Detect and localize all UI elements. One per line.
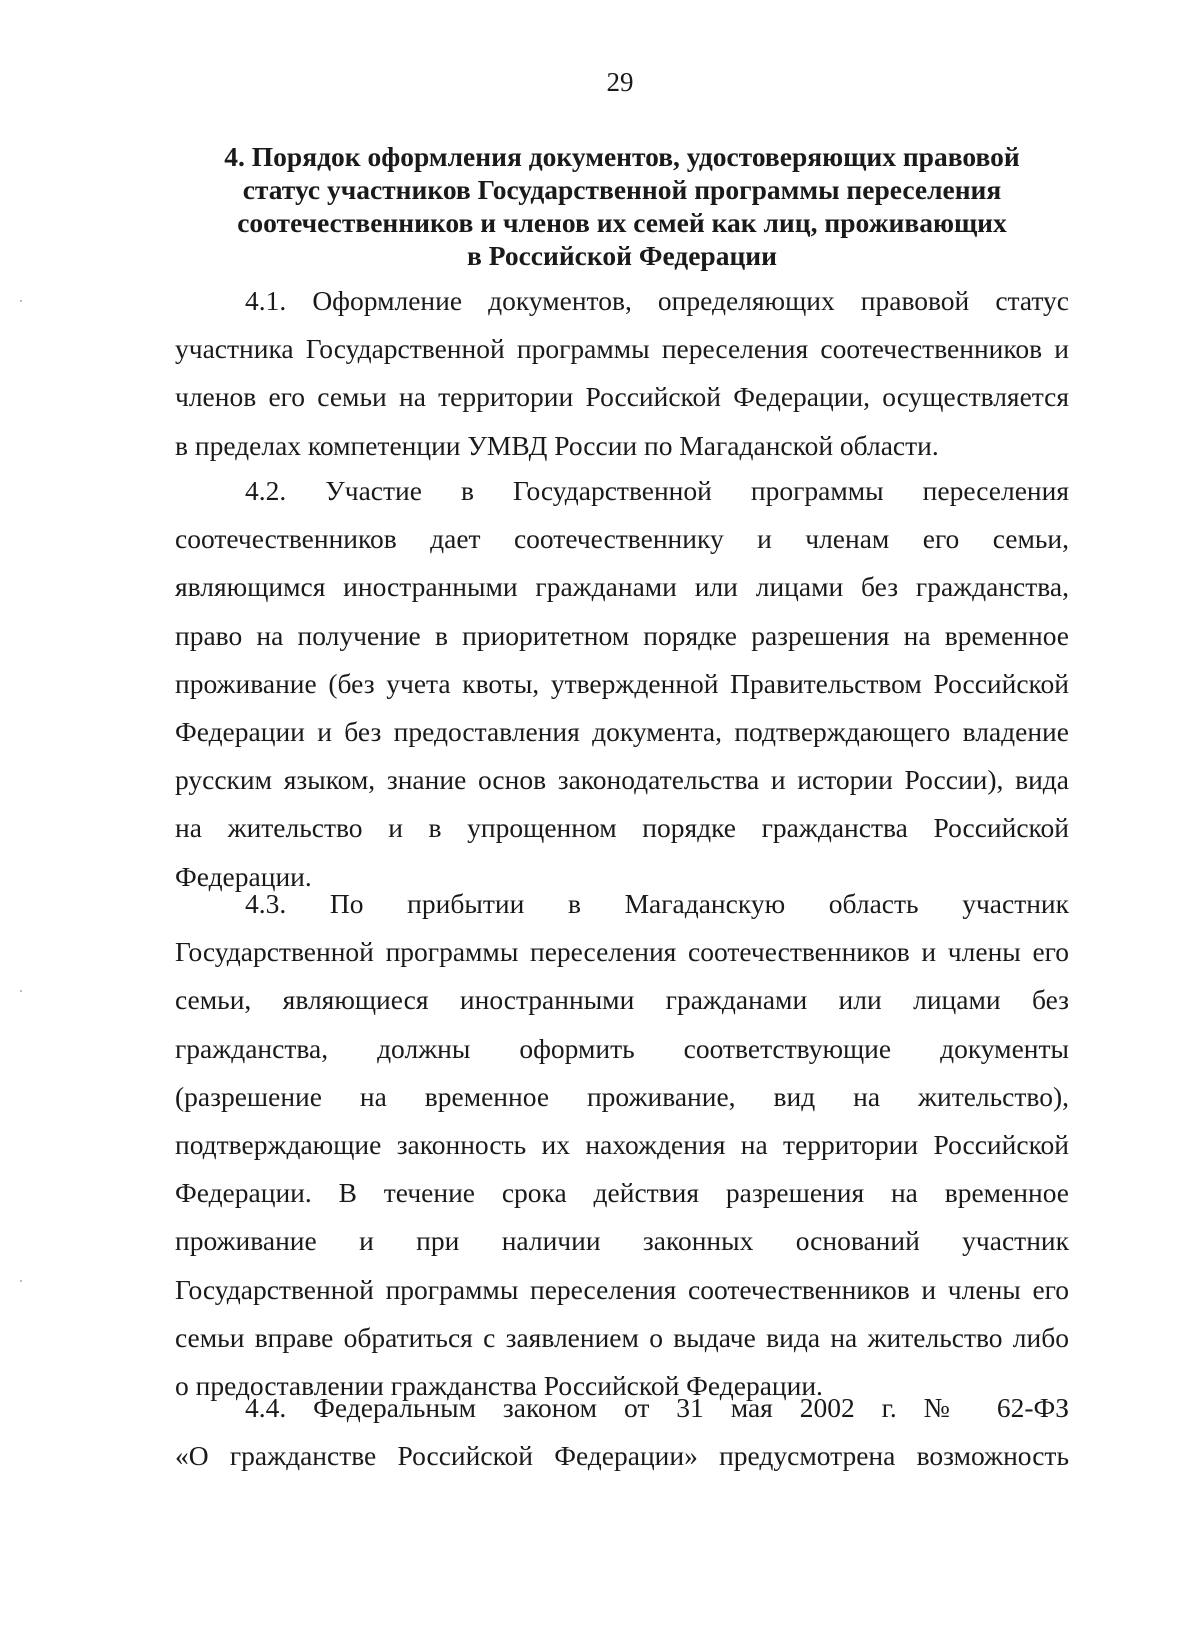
paragraph-line: (разрешение на временное проживание, вид на жительство), — [175, 1080, 1069, 1112]
paragraph-line: 4.4. Федеральным законом от 31 мая 2002 г. № 62-ФЗ — [245, 1392, 1069, 1423]
paragraph-line: Государственной программы переселения соотечественников и члены его — [175, 1273, 1069, 1305]
paragraph-line: о предоставлении гражданства Российской Федерации. — [175, 1369, 823, 1401]
heading-line: 4. Порядок оформления документов, удостоверяющих правовой — [224, 141, 1020, 172]
page-number: 29 — [606, 67, 634, 97]
paragraph-4-3 — [175, 880, 1069, 1410]
paragraph-line: семьи, являющиеся иностранными гражданами или лицами без — [175, 984, 1069, 1016]
paragraph-line: Федерации. В течение срока действия разрешения на временное — [175, 1177, 1069, 1209]
paragraph-4-2 — [175, 467, 1069, 901]
paragraph-line: русским языком, знание основ законодательства и истории России), вида — [175, 764, 1069, 796]
paragraph-line: являющимся иностранными гражданами или лицами без гражданства, — [175, 571, 1069, 603]
paragraph-line: «О гражданстве Российской Федерации» предусмотрена возможность — [175, 1440, 1069, 1472]
heading-line: статус участников Государственной программы переселения — [242, 174, 1002, 205]
paragraph-line: подтверждающие законность их нахождения на территории Российской — [175, 1128, 1069, 1160]
paragraph-line: Федерации и без предоставления документа, подтверждающего владение — [175, 715, 1069, 747]
scan-speck — [20, 1280, 22, 1282]
paragraph-line: проживание (без учета квоты, утвержденной Правительством Российской — [175, 667, 1069, 699]
scan-speck — [20, 990, 22, 992]
paragraph-line: участника Государственной программы переселения соотечественников и — [175, 333, 1069, 365]
paragraph-line: на жительство и в упрощенном порядке гражданства Российской — [175, 812, 1069, 844]
paragraph-line: Государственной программы переселения соотечественников и члены его — [175, 936, 1069, 968]
paragraph-line: Федерации. — [175, 860, 312, 892]
paragraph-line: членов его семьи на территории Российской Федерации, осуществляется — [175, 381, 1069, 413]
heading-line: в Российской Федерации — [466, 240, 777, 271]
paragraph-line: соотечественников дает соотечественнику и членам его семьи, — [175, 523, 1069, 555]
paragraph-line: семьи вправе обратиться с заявлением о выдаче вида на жительство либо — [175, 1321, 1069, 1353]
paragraph-line: в пределах компетенции УМВД России по Магаданской области. — [175, 429, 939, 461]
paragraph-line: гражданства, должны оформить соответствующие документы — [175, 1032, 1069, 1064]
heading-line: соотечественников и членов их семей как лиц, проживающих — [237, 207, 1007, 238]
paragraph-4-1 — [175, 277, 1069, 470]
paragraph-4-4 — [175, 1384, 1069, 1480]
paragraph-line: проживание и при наличии законных оснований участник — [175, 1225, 1069, 1257]
paragraph-line: 4.2. Участие в Государственной программы переселения — [245, 475, 1069, 506]
scan-speck — [20, 300, 22, 302]
paragraph-line: право на получение в приоритетном порядке разрешения на временное — [175, 619, 1069, 651]
paragraph-line: 4.3. По прибытии в Магаданскую область участник — [245, 888, 1069, 919]
paragraph-line: 4.1. Оформление документов, определяющих правовой статус — [245, 285, 1069, 316]
section-heading — [172, 140, 1072, 272]
